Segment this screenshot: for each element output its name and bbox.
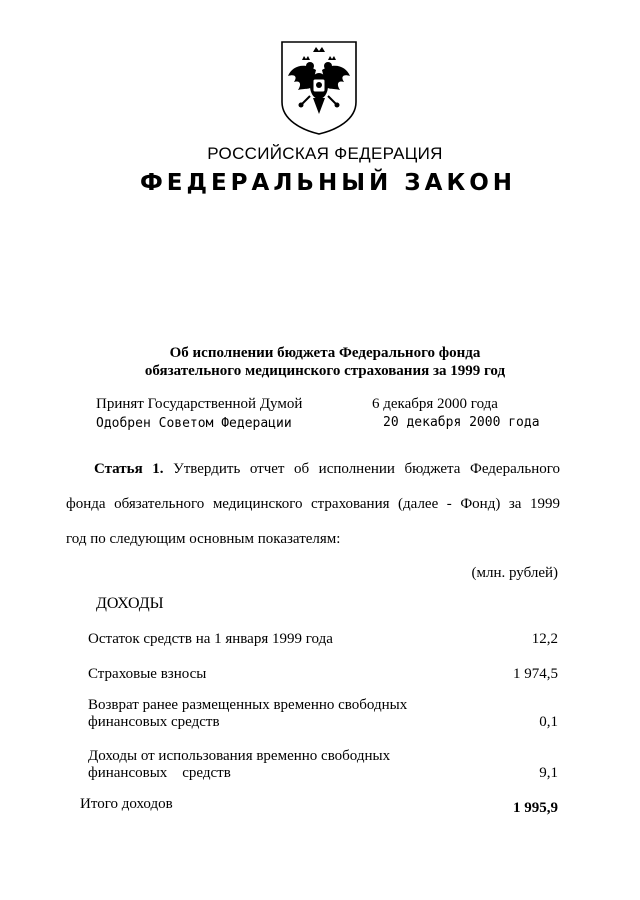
law-title-line-1: Об исполнении бюджета Федерального фонда <box>169 345 481 361</box>
income-item-value: 12,2 <box>531 631 558 647</box>
units-label: (млн. рублей) <box>471 565 558 581</box>
country-heading: РОССИЙСКАЯ ФЕДЕРАЦИЯ <box>207 144 443 163</box>
article-1-line-3: год по следующим основным показателям: <box>66 531 341 547</box>
law-type-heading: ФЕДЕРАЛЬНЫЙ ЗАКОН <box>139 170 517 196</box>
duma-adoption-label: Принят Государственной Думой <box>96 396 303 412</box>
state-emblem-icon <box>280 40 358 136</box>
council-approval-label: Одобрен Советом Федерации <box>96 416 292 431</box>
article-1-text-1: Утвердить отчет об исполнении бюджета Федерального <box>173 461 561 477</box>
income-item-label-line-1: Возврат ранее размещенных временно свободных <box>88 697 408 713</box>
council-approval-date: 20 декабря 2000 года <box>383 415 540 430</box>
article-1-line-2: фонда обязательного медицинского страхования (далее - Фонд) за 1999 <box>66 496 560 512</box>
income-heading: ДОХОДЫ <box>96 595 164 612</box>
income-total-label: Итого доходов <box>80 796 173 812</box>
income-item-value: 9,1 <box>539 765 558 781</box>
income-total-value: 1 995,9 <box>513 800 558 816</box>
income-item-label: Остаток средств на 1 января 1999 года <box>88 631 333 647</box>
article-label: Статья 1. <box>94 461 164 477</box>
law-title-line-2: обязательного медицинского страхования за 1999 год <box>144 363 506 379</box>
income-item-label: Страховые взносы <box>88 666 207 682</box>
income-item-label-line-2: финансовых средств <box>88 765 231 781</box>
income-item-value: 0,1 <box>539 714 558 730</box>
duma-adoption-date: 6 декабря 2000 года <box>372 396 498 412</box>
income-item-value: 1 974,5 <box>513 666 558 682</box>
article-1-line-1 <box>66 461 560 478</box>
income-item-label-line-1: Доходы от использования временно свободных <box>88 748 391 764</box>
income-item-label-line-2: финансовых средств <box>88 714 220 730</box>
